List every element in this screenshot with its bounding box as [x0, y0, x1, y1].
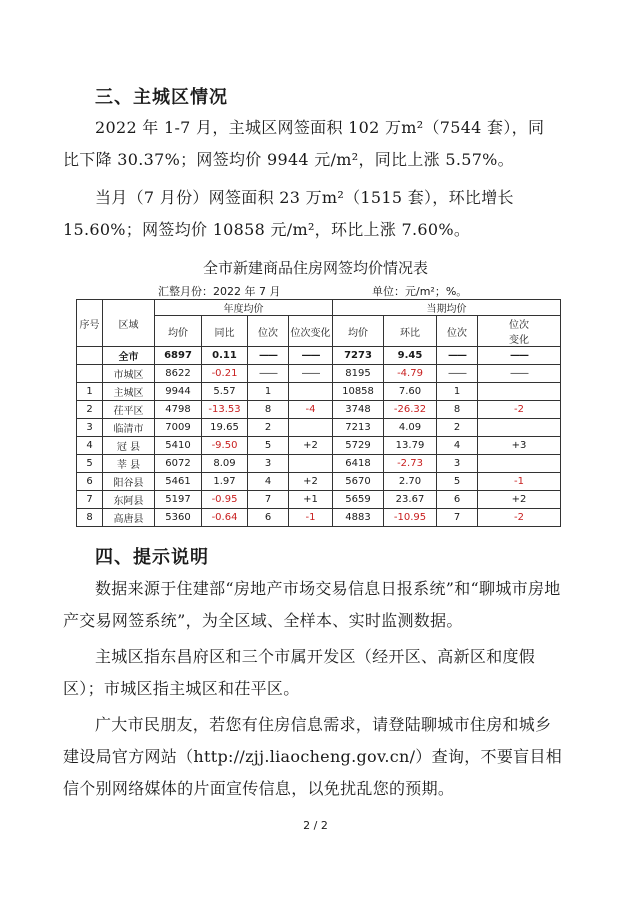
cell-annual-change: -4 — [289, 401, 333, 419]
cell-annual-change: +2 — [289, 473, 333, 491]
cell-region: 阳谷县 — [103, 473, 155, 491]
cell-current-price: 5670 — [333, 473, 384, 491]
cell-mom: 9.45 — [384, 347, 437, 365]
cell-annual-change — [289, 455, 333, 473]
table-unit: 单位：元/m²；%。 — [372, 285, 468, 298]
cell-current-change: —— — [478, 347, 561, 365]
table-row — [77, 455, 561, 473]
cell-annual-change — [289, 383, 333, 401]
page-number: 2 / 2 — [303, 819, 328, 832]
cell-current-rank: 3 — [437, 455, 478, 473]
header-current-price: 均价 — [333, 316, 384, 347]
cell-annual-change — [289, 419, 333, 437]
table-summary-month: 汇整月份：2022 年 7 月 — [158, 285, 281, 298]
cell-current-rank: —— — [437, 365, 478, 383]
cell-yoy: 0.11 — [202, 347, 248, 365]
cell-region: 市城区 — [103, 365, 155, 383]
cell-current-price: 3748 — [333, 401, 384, 419]
cell-region: 东阿县 — [103, 491, 155, 509]
cell-seq: 5 — [77, 455, 103, 473]
cell-current-rank: 7 — [437, 509, 478, 527]
cell-current-price: 7213 — [333, 419, 384, 437]
cell-current-rank: 5 — [437, 473, 478, 491]
header-current-rank-change: 位次变化 — [478, 316, 561, 347]
header-annual-rank-change: 位次变化 — [289, 316, 333, 347]
cell-annual-change: +1 — [289, 491, 333, 509]
cell-mom: -4.79 — [384, 365, 437, 383]
cell-region: 临清市 — [103, 419, 155, 437]
section-4-paragraph-3: 广大市民朋友，若您有住房信息需求，请登陆聊城市住房和城乡建设局官方网站（http://zjj.liaocheng.gov.cn/）查询，不要盲目相信个别网络媒体的片面宣传信息，以免扰乱您的预期。 — [63, 715, 563, 798]
cell-annual-price: 5410 — [155, 437, 202, 455]
cell-current-price: 7273 — [333, 347, 384, 365]
cell-yoy: -0.64 — [202, 509, 248, 527]
cell-current-price: 5659 — [333, 491, 384, 509]
cell-region: 莘 县 — [103, 455, 155, 473]
cell-current-change: —— — [478, 365, 561, 383]
cell-annual-rank: 6 — [248, 509, 289, 527]
cell-current-change: +3 — [478, 437, 561, 455]
header-seq: 序号 — [77, 300, 103, 347]
cell-annual-price: 5360 — [155, 509, 202, 527]
cell-seq: 2 — [77, 401, 103, 419]
cell-annual-rank: 7 — [248, 491, 289, 509]
cell-yoy: -13.53 — [202, 401, 248, 419]
cell-current-change: -1 — [478, 473, 561, 491]
cell-current-rank: 6 — [437, 491, 478, 509]
header-annual-price: 均价 — [155, 316, 202, 347]
cell-annual-price: 6072 — [155, 455, 202, 473]
table-row — [77, 383, 561, 401]
cell-annual-price: 5461 — [155, 473, 202, 491]
cell-mom: 7.60 — [384, 383, 437, 401]
cell-yoy: -9.50 — [202, 437, 248, 455]
cell-annual-price: 9944 — [155, 383, 202, 401]
cell-current-change: -2 — [478, 401, 561, 419]
cell-annual-change: +2 — [289, 437, 333, 455]
cell-current-price: 6418 — [333, 455, 384, 473]
cell-current-rank: —— — [437, 347, 478, 365]
table-title: 全市新建商品住房网签均价情况表 — [202, 259, 428, 277]
table-row — [77, 347, 561, 365]
section-4-heading: 四、提示说明 — [95, 547, 209, 568]
cell-annual-rank: 3 — [248, 455, 289, 473]
cell-annual-price: 5197 — [155, 491, 202, 509]
cell-region: 主城区 — [103, 383, 155, 401]
cell-mom: 2.70 — [384, 473, 437, 491]
table-row — [77, 401, 561, 419]
cell-current-price: 4883 — [333, 509, 384, 527]
header-yoy: 同比 — [202, 316, 248, 347]
cell-yoy: 5.57 — [202, 383, 248, 401]
cell-annual-rank: 8 — [248, 401, 289, 419]
cell-region: 冠 县 — [103, 437, 155, 455]
cell-mom: -26.32 — [384, 401, 437, 419]
cell-annual-change: -1 — [289, 509, 333, 527]
cell-seq: 7 — [77, 491, 103, 509]
cell-current-change: -2 — [478, 509, 561, 527]
cell-mom: 13.79 — [384, 437, 437, 455]
section-3-paragraph-1: 2022 年 1-7 月，主城区网签面积 102 万m²（7544 套），同比下降 30.37%；网签均价 9944 元/m²，同比上涨 5.57%。 — [63, 118, 545, 169]
table-row — [77, 491, 561, 509]
cell-current-price: 10858 — [333, 383, 384, 401]
cell-annual-rank: 2 — [248, 419, 289, 437]
cell-current-change — [478, 419, 561, 437]
cell-seq: 6 — [77, 473, 103, 491]
cell-annual-price: 8622 — [155, 365, 202, 383]
cell-region: 高唐县 — [103, 509, 155, 527]
cell-annual-rank: 5 — [248, 437, 289, 455]
cell-current-change — [478, 383, 561, 401]
header-current: 当期均价 — [333, 300, 561, 316]
cell-yoy: 8.09 — [202, 455, 248, 473]
cell-yoy: -0.95 — [202, 491, 248, 509]
header-annual-rank: 位次 — [248, 316, 289, 347]
header-mom: 环比 — [384, 316, 437, 347]
cell-seq — [77, 347, 103, 365]
header-region: 区域 — [103, 300, 155, 347]
section-4-paragraph-1: 数据来源于住建部“房地产市场交易信息日报系统”和“聊城市房地产交易网签系统”，为全区域、全样本、实时监测数据。 — [63, 579, 561, 630]
cell-annual-rank: 4 — [248, 473, 289, 491]
cell-current-rank: 1 — [437, 383, 478, 401]
cell-annual-price: 4798 — [155, 401, 202, 419]
cell-annual-rank: 1 — [248, 383, 289, 401]
cell-seq: 8 — [77, 509, 103, 527]
table-row — [77, 419, 561, 437]
price-table — [76, 299, 561, 527]
cell-yoy: 1.97 — [202, 473, 248, 491]
cell-seq: 3 — [77, 419, 103, 437]
cell-region: 茌平区 — [103, 401, 155, 419]
table-row — [77, 365, 561, 383]
cell-current-price: 5729 — [333, 437, 384, 455]
cell-mom: 4.09 — [384, 419, 437, 437]
cell-yoy: 19.65 — [202, 419, 248, 437]
cell-annual-price: 6897 — [155, 347, 202, 365]
header-current-rank: 位次 — [437, 316, 478, 347]
header-annual: 年度均价 — [155, 300, 333, 316]
section-3-paragraph-2: 当月（7 月份）网签面积 23 万m²（1515 套），环比增长 15.60%；网签均价 10858 元/m²，环比上涨 7.60%。 — [63, 188, 514, 239]
cell-seq — [77, 365, 103, 383]
table-row — [77, 437, 561, 455]
cell-current-rank: 8 — [437, 401, 478, 419]
cell-seq: 4 — [77, 437, 103, 455]
cell-yoy: -0.21 — [202, 365, 248, 383]
cell-annual-change: —— — [289, 347, 333, 365]
cell-current-rank: 4 — [437, 437, 478, 455]
table-row — [77, 509, 561, 527]
cell-mom: 23.67 — [384, 491, 437, 509]
cell-current-rank: 2 — [437, 419, 478, 437]
cell-region: 全市 — [103, 347, 155, 365]
cell-current-price: 8195 — [333, 365, 384, 383]
cell-annual-price: 7009 — [155, 419, 202, 437]
section-4-paragraph-2: 主城区指东昌府区和三个市属开发区（经开区、高新区和度假区）；市城区指主城区和茌平区。 — [63, 647, 536, 698]
cell-annual-rank: —— — [248, 347, 289, 365]
cell-mom: -10.95 — [384, 509, 437, 527]
cell-annual-rank: —— — [248, 365, 289, 383]
table-row — [77, 473, 561, 491]
section-3-heading: 三、主城区情况 — [95, 87, 228, 108]
cell-current-change — [478, 455, 561, 473]
cell-annual-change: —— — [289, 365, 333, 383]
cell-current-change: +2 — [478, 491, 561, 509]
cell-mom: -2.73 — [384, 455, 437, 473]
cell-seq: 1 — [77, 383, 103, 401]
